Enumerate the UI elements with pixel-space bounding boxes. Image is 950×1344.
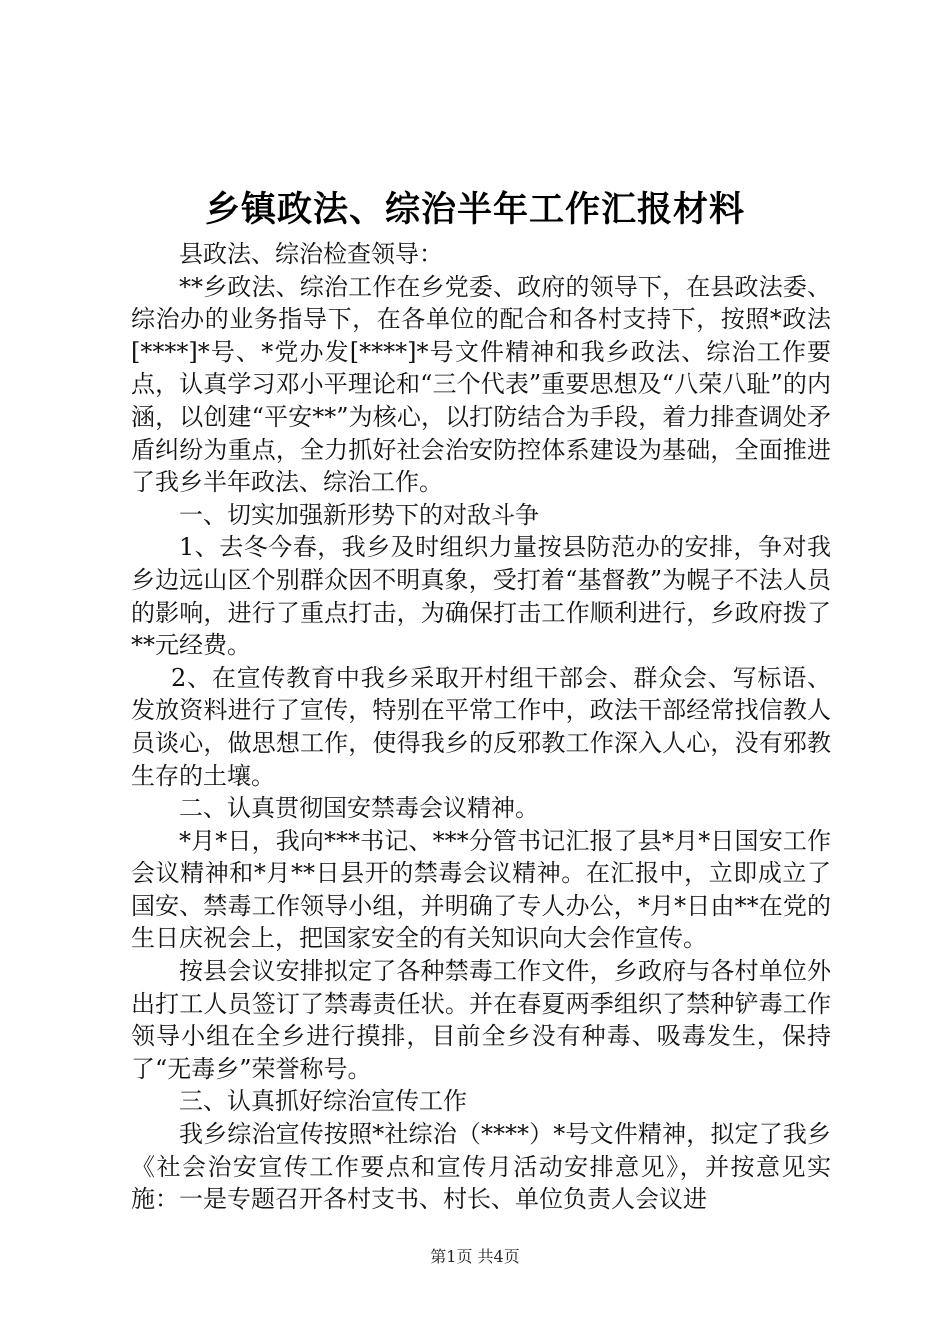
- page-footer: 第1页 共4页: [430, 1247, 520, 1266]
- section-heading-3: 三、认真抓好综治宣传工作: [179, 1087, 467, 1116]
- paragraph-1-2: 2、在宣传教育中我乡采取开村组干部会、群众会、写标语、发放资料进行了宣传，特别在平常工作中，政法干部经常找信教人员谈心，做思想工作，使得我乡的反邪教工作深入人心，没有邪教生存的土壤。: [131, 663, 831, 790]
- paragraph-2-1: *月*日，我向***书记、***分管书记汇报了县*月*日国安工作会议精神和*月**日县开的禁毒会议精神。在汇报中，立即成立了国安、禁毒工作领导小组，并明确了专人办公，*月*日由**在党的生日庆祝会上，把国家安全的有关知识向大会作宣传。: [131, 826, 831, 953]
- section-heading-1: 一、切实加强新形势下的对敌斗争: [179, 500, 539, 529]
- intro-paragraph: **乡政法、综治工作在乡党委、政府的领导下，在县政法委、综治办的业务指导下，在各单位的配合和各村支持下，按照*政法[****]*号、*党办发[****]*号文件精神和我乡政法、综治工作要点，认真学习邓小平理论和“三个代表”重要思想及“八荣八耻”的内涵，以创建“平安**”为核心，以打防结合为手段，着力排查调处矛盾纠纷为重点，全力抓好社会治安防控体系建设为基础，全面推进了我乡半年政法、综治工作。: [131, 272, 831, 497]
- paragraph-2-2: 按县会议安排拟定了各种禁毒工作文件，乡政府与各村单位外出打工人员签订了禁毒责任状。并在春夏两季组织了禁种铲毒工作领导小组在全乡进行摸排，目前全乡没有种毒、吸毒发生，保持了“无毒乡”荣誉称号。: [131, 957, 831, 1083]
- document-body: [131, 238, 831, 1216]
- paragraph-1-1: 1、去冬今春，我乡及时组织力量按县防范办的安排，争对我乡边远山区个别群众因不明真象，受打着“基督教”为幌子不法人员的影响，进行了重点打击，为确保打击工作顺利进行，乡政府拨了**元经费。: [131, 533, 831, 660]
- section-heading-2: 二、认真贯彻国安禁毒会议精神。: [179, 794, 539, 823]
- paragraph-3-1: 我乡综治宣传按照*社综治（****）*号文件精神，拟定了我乡《社会治安宣传工作要点和宣传月活动安排意见》，并按意见实施：一是专题召开各村支书、村长、单位负责人会议进: [131, 1120, 831, 1214]
- salutation: 县政法、综治检查领导：: [179, 240, 443, 268]
- document-title: 乡镇政法、综治半年工作汇报材料: [204, 189, 745, 230]
